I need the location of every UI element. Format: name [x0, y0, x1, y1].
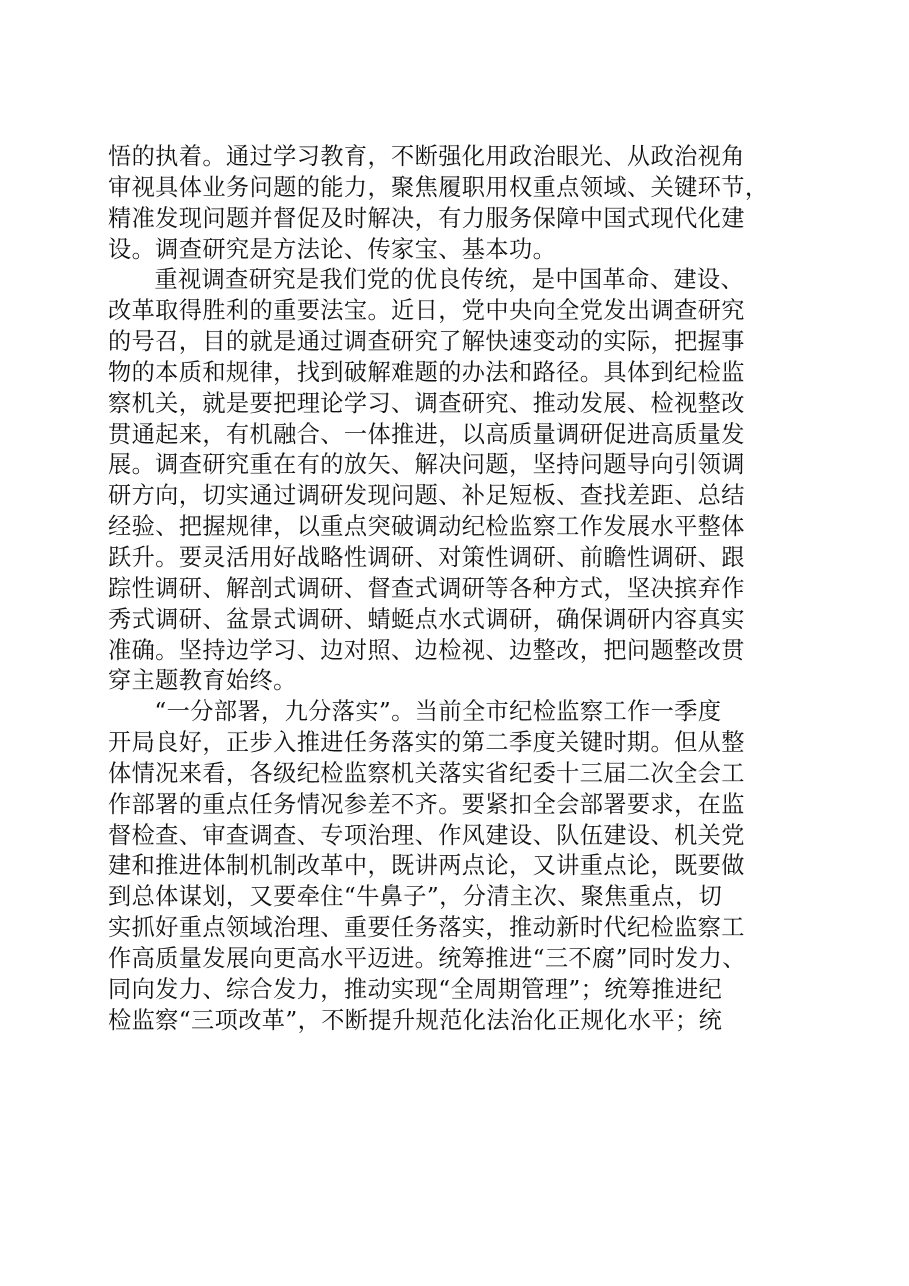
document-body [108, 142, 802, 1036]
text-line: 建和推进体制机制改革中，既讲两点论，又讲重点论，既要做 [108, 852, 745, 880]
text-line: 察机关，就是要把理论学习、调查研究、推动发展、检视整改 [108, 389, 745, 417]
paragraph-2 [108, 265, 802, 697]
text-line: 作部署的重点任务情况参差不齐。要紧扣全会部署要求，在监 [108, 790, 745, 818]
text-line: 检监察“三项改革”，不断提升规范化法治化正规化水平；统 [108, 1006, 723, 1034]
text-line: 研方向，切实通过调研发现问题、补足短板、查找差距、总结 [108, 482, 745, 510]
text-line: 开局良好，正步入推进任务落实的第二季度关键时期。但从整 [108, 729, 745, 757]
text-line: 经验、把握规律，以重点突破调动纪检监察工作发展水平整体 [108, 513, 745, 541]
text-line: 督检查、审查调查、专项治理、作风建设、队伍建设、机关党 [108, 821, 745, 849]
text-line: 重视调查研究是我们党的优良传统，是中国革命、建设、 [154, 266, 745, 294]
text-line: 物的本质和规律，找到破解难题的办法和路径。具体到纪检监 [108, 358, 745, 386]
text-line: 作高质量发展向更高水平迈进。统筹推进“三不腐”同时发力、 [108, 944, 746, 972]
text-line: 贯通起来，有机融合、一体推进，以高质量调研促进高质量发 [108, 420, 745, 448]
text-line: 悟的执着。通过学习教育，不断强化用政治眼光、从政治视角 [108, 143, 745, 170]
text-line: 审视具体业务问题的能力，聚焦履职用权重点领域、关键环节， [108, 173, 769, 201]
text-line: 的号召，目的就是通过调查研究了解快速变动的实际，把握事 [108, 328, 745, 356]
text-line: 到总体谋划，又要牵住“牛鼻子”，分清主次、聚焦重点，切 [108, 883, 723, 911]
text-line: 精准发现问题并督促及时解决，有力服务保障中国式现代化建 [108, 204, 745, 232]
paragraph-3 [108, 697, 802, 1036]
text-line: 穿主题教育始终。 [108, 667, 297, 695]
text-line: 同向发力、综合发力，推动实现“全周期管理”；统筹推进纪 [108, 975, 723, 1003]
text-line: 秀式调研、盆景式调研、蜻蜓点水式调研，确保调研内容真实 [108, 605, 745, 633]
text-line: 展。调查研究重在有的放矢、解决问题，坚持问题导向引领调 [108, 451, 745, 479]
text-line: 设。调查研究是方法论、传家宝、基本功。 [108, 235, 557, 263]
paragraph-1 [108, 142, 802, 265]
text-line: “一分部署，九分落实”。当前全市纪检监察工作一季度 [154, 698, 722, 726]
text-line: 体情况来看，各级纪检监察机关落实省纪委十三届二次全会工 [108, 759, 745, 787]
text-line: 踪性调研、解剖式调研、督查式调研等各种方式，坚决摈弃作 [108, 574, 745, 602]
text-line: 实抓好重点领域治理、重要任务落实，推动新时代纪检监察工 [108, 914, 745, 942]
text-line: 准确。坚持边学习、边对照、边检视、边整改，把问题整改贯 [108, 636, 745, 664]
text-line: 跃升。要灵活用好战略性调研、对策性调研、前瞻性调研、跟 [108, 543, 745, 571]
text-line: 改革取得胜利的重要法宝。近日，党中央向全党发出调查研究 [108, 297, 745, 325]
